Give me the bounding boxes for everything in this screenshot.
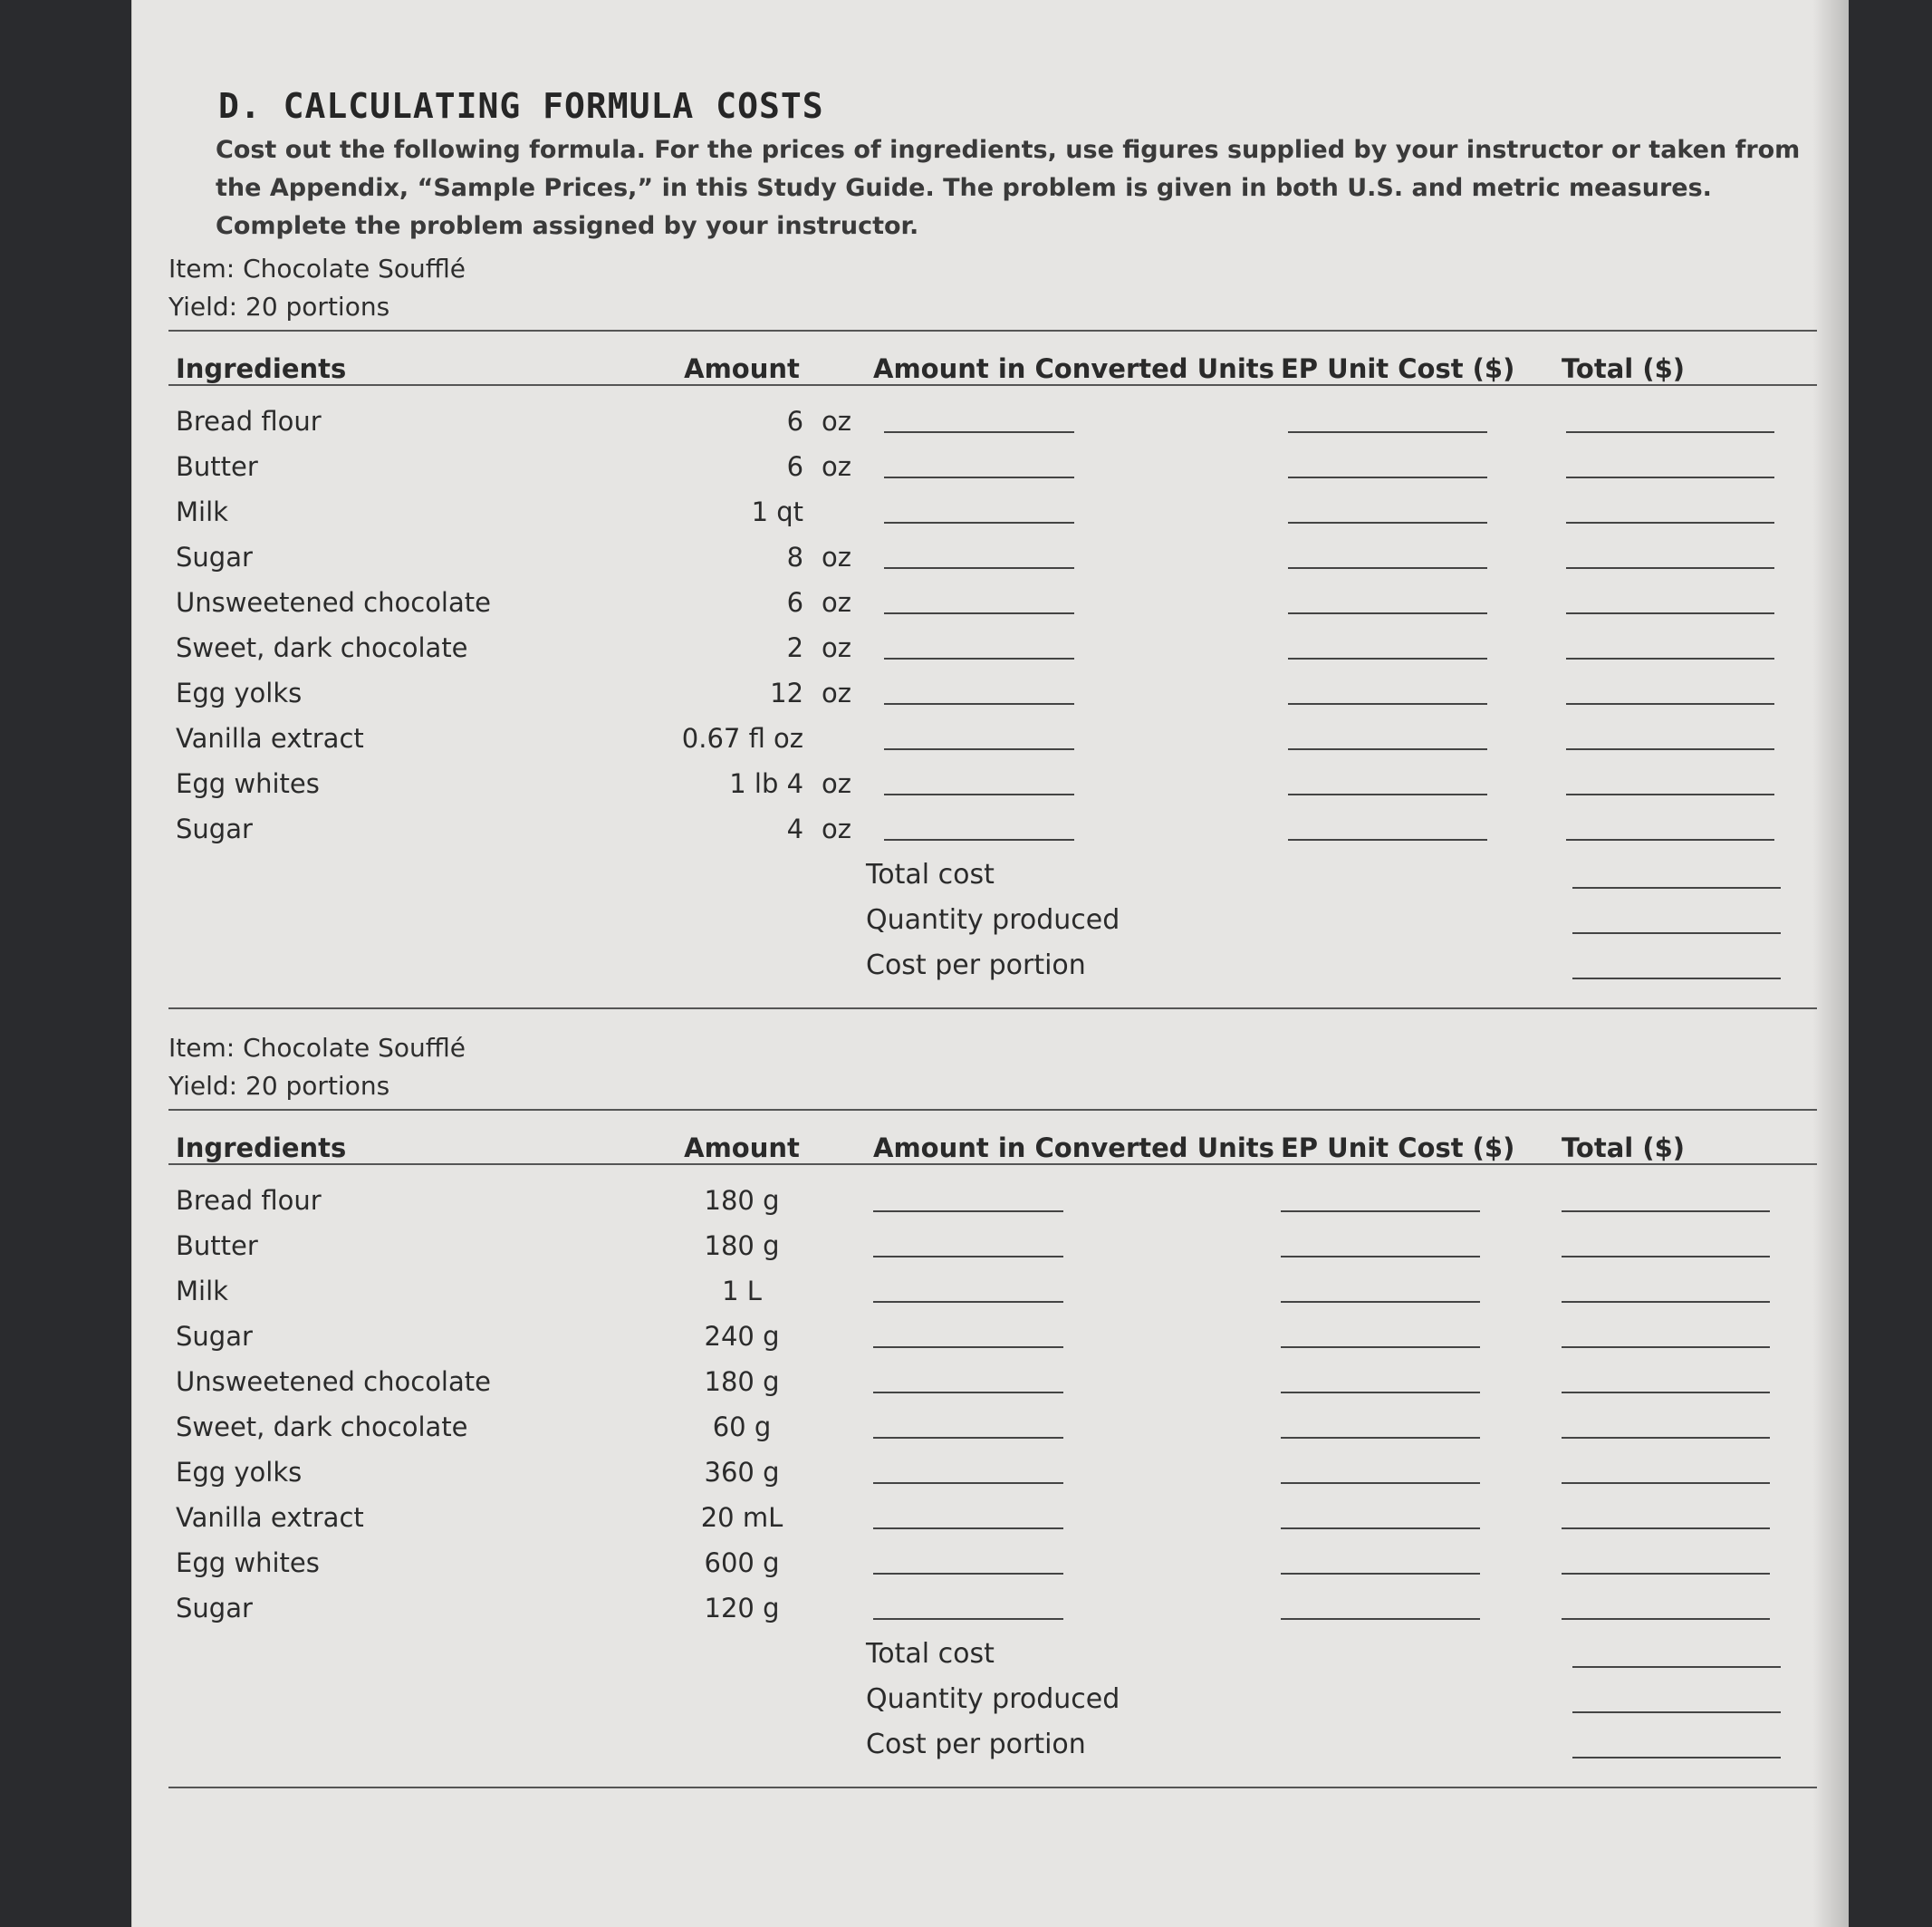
ep-unit-cost-cell [1288,631,1566,666]
total-blank[interactable] [1566,404,1774,433]
ingredient-name: Unsweetened chocolate [176,587,491,618]
ingredient-row [168,1314,1817,1359]
item-yield: Yield: 20 portions [168,1071,390,1101]
converted-units-cell [873,1500,1281,1536]
total-cell [1562,1546,1815,1581]
ingredient-row [168,1450,1817,1495]
total-cell [1562,1455,1815,1490]
converted-units-blank[interactable] [873,1274,1063,1303]
converted-units-blank[interactable] [884,631,1074,660]
total-cell [1562,1364,1815,1400]
ep-unit-cost-blank[interactable] [1288,495,1487,524]
total-cell [1566,631,1817,666]
worksheet-page [131,0,1849,1927]
converted-units-blank[interactable] [884,495,1074,524]
ep-unit-cost-cell [1288,721,1566,756]
ep-unit-cost-cell [1288,812,1566,847]
converted-units-cell [884,766,1288,802]
ingredient-row [168,1359,1817,1404]
header-ingredients: Ingredients [176,1132,347,1163]
ep-unit-cost-blank[interactable] [1288,676,1487,705]
total-blank[interactable] [1566,631,1774,660]
ingredient-row [168,444,1817,489]
ingredient-amount: 6 [786,587,804,618]
header-amount: Amount [684,1132,800,1163]
ep-unit-cost-cell [1288,404,1566,439]
ingredient-row [168,489,1817,535]
ingredient-amount: 6 [786,451,804,482]
converted-units-blank[interactable] [884,449,1074,478]
ingredient-unit: oz [822,678,851,708]
total-cell [1566,449,1817,485]
ep-unit-cost-cell [1288,766,1566,802]
ingredient-amount: 180 g [704,1230,780,1261]
ingredient-name: Milk [176,496,228,527]
ingredient-amount: 20 mL [700,1502,783,1533]
summary-portion-row [168,942,1817,988]
ingredient-row [168,535,1817,580]
total-cell [1562,1183,1815,1219]
metric-ingredient-rows [168,1178,1817,1631]
ingredient-row [168,1585,1817,1631]
ep-unit-cost-cell [1281,1546,1562,1581]
total-blank[interactable] [1566,449,1774,478]
summary-quantity-row [168,897,1817,942]
total-cell [1562,1591,1815,1626]
converted-units-cell [873,1410,1281,1445]
quantity-produced-blank[interactable] [1572,905,1781,934]
total-blank[interactable] [1562,1228,1770,1257]
ep-unit-cost-blank[interactable] [1288,449,1487,478]
table-header [168,332,1817,384]
cost-per-portion-label: Cost per portion [866,1728,1086,1760]
ingredient-name: Sugar [176,814,253,844]
total-blank[interactable] [1566,585,1774,614]
converted-units-blank[interactable] [884,585,1074,614]
converted-units-blank[interactable] [884,766,1074,795]
converted-units-blank[interactable] [873,1183,1063,1212]
converted-units-blank[interactable] [884,812,1074,841]
total-cost-blank[interactable] [1572,860,1781,889]
quantity-produced-label: Quantity produced [866,903,1120,936]
converted-units-blank[interactable] [884,721,1074,750]
ingredient-row [168,1495,1817,1540]
total-blank[interactable] [1566,812,1774,841]
header-amount: Amount [684,353,800,384]
ingredient-name: Unsweetened chocolate [176,1366,491,1397]
ingredient-row [168,670,1817,716]
ep-unit-cost-cell [1281,1183,1562,1219]
ingredient-amount: 4 [786,814,804,844]
ep-unit-cost-cell [1281,1410,1562,1445]
ingredient-amount: 120 g [704,1593,780,1623]
ingredient-amount: 8 [786,542,804,573]
ep-unit-cost-blank[interactable] [1281,1455,1480,1484]
total-blank[interactable] [1566,540,1774,569]
converted-units-blank[interactable] [884,404,1074,433]
ingredient-name: Butter [176,1230,258,1261]
ep-unit-cost-blank[interactable] [1288,721,1487,750]
ingredient-row [168,761,1817,806]
ingredient-amount: 180 g [704,1185,780,1216]
ingredient-name: Egg yolks [176,1457,303,1488]
ingredient-row [168,1268,1817,1314]
ingredient-amount: 240 g [704,1321,780,1352]
metric-costing-sheet [168,1033,1817,1788]
converted-units-blank[interactable] [873,1364,1063,1393]
ingredient-unit: oz [822,406,851,437]
converted-units-cell [884,449,1288,485]
total-cell [1566,766,1817,802]
ingredient-name: Egg whites [176,768,320,799]
total-cell [1562,1228,1815,1264]
divider [168,1007,1817,1009]
ep-unit-cost-blank[interactable] [1281,1500,1480,1529]
total-cell [1566,495,1817,530]
total-blank[interactable] [1562,1319,1770,1348]
ingredient-name: Sugar [176,542,253,573]
ep-unit-cost-cell [1281,1500,1562,1536]
ingredient-amount: 1 qt [751,496,804,527]
ingredient-unit: oz [822,814,851,844]
ingredient-row [168,1540,1817,1585]
table-header [168,1111,1817,1163]
ingredient-name: Egg whites [176,1547,320,1578]
total-cell [1566,404,1817,439]
section-instructions: Cost out the following formula. For the prices of ingredients, use figures supplied by your instructor or taken from the Appendix, “Sample Prices,” in this Study Guide. The problem is given in both U.S. and metric measures. Complete the problem assigned by your instructor. [216,136,1801,240]
page-edge-shadow [1812,0,1849,1927]
ingredient-unit: oz [822,542,851,573]
ingredient-unit: oz [822,587,851,618]
ep-unit-cost-cell [1281,1319,1562,1354]
converted-units-cell [873,1274,1281,1309]
ingredient-row [168,399,1817,444]
total-blank[interactable] [1566,721,1774,750]
converted-units-blank[interactable] [884,676,1074,705]
converted-units-cell [873,1319,1281,1354]
ep-unit-cost-blank[interactable] [1281,1319,1480,1348]
total-blank[interactable] [1562,1410,1770,1439]
ep-unit-cost-cell [1288,540,1566,575]
converted-units-blank[interactable] [873,1455,1063,1484]
ep-unit-cost-blank[interactable] [1281,1274,1480,1303]
ep-unit-cost-blank[interactable] [1288,812,1487,841]
ep-unit-cost-blank[interactable] [1281,1183,1480,1212]
converted-units-cell [873,1455,1281,1490]
item-yield: Yield: 20 portions [168,292,390,322]
ingredient-amount: 600 g [704,1547,780,1578]
ingredient-name: Vanilla extract [176,723,364,754]
ingredient-name: Sweet, dark chocolate [176,632,468,663]
ingredient-row [168,716,1817,761]
converted-units-cell [873,1546,1281,1581]
ep-unit-cost-blank[interactable] [1288,540,1487,569]
ep-unit-cost-cell [1281,1274,1562,1309]
ep-unit-cost-cell [1281,1591,1562,1626]
total-blank[interactable] [1562,1455,1770,1484]
ep-unit-cost-blank[interactable] [1288,404,1487,433]
quantity-produced-label: Quantity produced [866,1682,1120,1715]
total-blank[interactable] [1562,1500,1770,1529]
header-ep-cost: EP Unit Cost ($) [1281,353,1515,384]
cost-per-portion-blank[interactable] [1572,950,1781,979]
ingredient-name: Sugar [176,1321,253,1352]
ep-unit-cost-blank[interactable] [1281,1364,1480,1393]
total-blank[interactable] [1562,1274,1770,1303]
divider [168,384,1817,386]
section-title: D. CALCULATING FORMULA COSTS [218,86,824,126]
total-cell [1566,676,1817,711]
ep-unit-cost-blank[interactable] [1281,1410,1480,1439]
converted-units-cell [884,495,1288,530]
total-cell [1562,1274,1815,1309]
converted-units-cell [884,721,1288,756]
ingredient-name: Sugar [176,1593,253,1623]
total-blank[interactable] [1566,676,1774,705]
converted-units-blank[interactable] [873,1546,1063,1575]
ep-unit-cost-blank[interactable] [1281,1546,1480,1575]
converted-units-cell [873,1364,1281,1400]
ingredient-name: Sweet, dark chocolate [176,1412,468,1442]
item-name: Item: Chocolate Soufflé [168,254,466,284]
ingredient-amount: 60 g [712,1412,772,1442]
cost-per-portion-blank[interactable] [1572,1729,1781,1758]
ingredient-amount: 1 L [722,1276,762,1306]
converted-units-cell [884,631,1288,666]
ep-unit-cost-cell [1288,585,1566,621]
ingredient-name: Vanilla extract [176,1502,364,1533]
ep-unit-cost-blank[interactable] [1281,1591,1480,1620]
ingredient-name: Milk [176,1276,228,1306]
total-blank[interactable] [1562,1364,1770,1393]
header-ep-cost: EP Unit Cost ($) [1281,1132,1515,1163]
ep-unit-cost-blank[interactable] [1281,1228,1480,1257]
ingredient-unit: oz [822,451,851,482]
ingredient-amount: 1 lb 4 [729,768,804,799]
converted-units-blank[interactable] [873,1500,1063,1529]
ep-unit-cost-blank[interactable] [1288,766,1487,795]
converted-units-cell [884,404,1288,439]
divider [168,1163,1817,1165]
total-cell [1562,1410,1815,1445]
converted-units-cell [884,676,1288,711]
ep-unit-cost-cell [1288,676,1566,711]
converted-units-blank[interactable] [873,1410,1063,1439]
ingredient-amount: 12 [770,678,804,708]
ingredient-unit: oz [822,632,851,663]
total-blank[interactable] [1562,1546,1770,1575]
summary-quantity-row [168,1676,1817,1721]
ingredient-name: Egg yolks [176,678,303,708]
ep-unit-cost-cell [1281,1455,1562,1490]
converted-units-cell [873,1183,1281,1219]
item-name: Item: Chocolate Soufflé [168,1033,466,1063]
ep-unit-cost-blank[interactable] [1288,585,1487,614]
header-ingredients: Ingredients [176,353,347,384]
quantity-produced-blank[interactable] [1572,1684,1781,1713]
total-cost-label: Total cost [866,858,995,891]
total-blank[interactable] [1562,1183,1770,1212]
header-converted: Amount in Converted Units [873,353,1274,384]
total-cost-label: Total cost [866,1637,995,1670]
total-cell [1566,812,1817,847]
divider [168,1787,1817,1788]
us-ingredient-rows [168,399,1817,852]
converted-units-cell [873,1228,1281,1264]
converted-units-cell [873,1591,1281,1626]
summary-total-row [168,852,1817,897]
total-cell [1566,585,1817,621]
header-converted: Amount in Converted Units [873,1132,1274,1163]
total-blank[interactable] [1562,1591,1770,1620]
total-cell [1566,721,1817,756]
total-blank[interactable] [1566,495,1774,524]
ingredient-amount: 6 [786,406,804,437]
summary-total-row [168,1631,1817,1676]
converted-units-cell [884,540,1288,575]
total-cost-blank[interactable] [1572,1639,1781,1668]
ep-unit-cost-cell [1288,449,1566,485]
ingredient-amount: 180 g [704,1366,780,1397]
ingredient-name: Butter [176,451,258,482]
summary-portion-row [168,1721,1817,1767]
ingredient-amount: 0.67 fl oz [681,723,804,754]
ingredient-unit: oz [822,768,851,799]
ingredient-amount: 360 g [704,1457,780,1488]
us-costing-sheet [168,254,1817,1009]
ingredient-row [168,580,1817,625]
ingredient-row [168,1178,1817,1223]
cost-per-portion-label: Cost per portion [866,949,1086,981]
ep-unit-cost-cell [1288,495,1566,530]
total-cell [1562,1319,1815,1354]
total-cell [1562,1500,1815,1536]
header-total: Total ($) [1562,1132,1686,1163]
converted-units-blank[interactable] [873,1319,1063,1348]
header-total: Total ($) [1562,353,1686,384]
ingredient-row [168,806,1817,852]
ingredient-amount: 2 [786,632,804,663]
converted-units-cell [884,585,1288,621]
ingredient-row [168,1404,1817,1450]
ingredient-name: Bread flour [176,406,322,437]
ingredient-row [168,1223,1817,1268]
ingredient-row [168,625,1817,670]
total-cell [1566,540,1817,575]
converted-units-blank[interactable] [884,540,1074,569]
total-blank[interactable] [1566,766,1774,795]
converted-units-blank[interactable] [873,1228,1063,1257]
ep-unit-cost-cell [1281,1364,1562,1400]
ingredient-name: Bread flour [176,1185,322,1216]
ep-unit-cost-cell [1281,1228,1562,1264]
converted-units-blank[interactable] [873,1591,1063,1620]
converted-units-cell [884,812,1288,847]
ep-unit-cost-blank[interactable] [1288,631,1487,660]
